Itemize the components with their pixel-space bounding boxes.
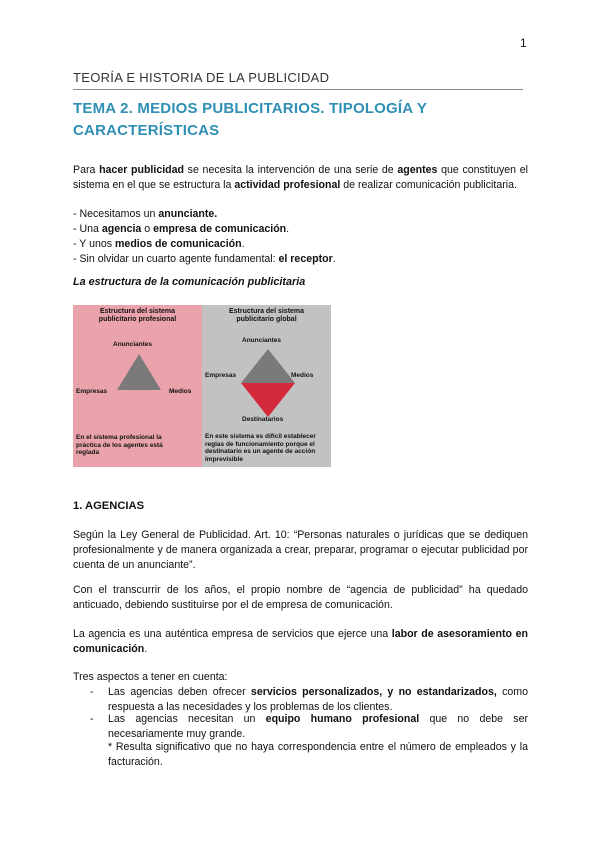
anunciantes-label: Anunciantes: [242, 337, 282, 344]
title-line-2: CARACTERÍSTICAS: [73, 122, 220, 139]
diamond-shape: [237, 347, 299, 419]
intro-text: Para: [73, 164, 100, 176]
bullet-mark: -: [90, 713, 94, 725]
empresas-label: Empresas: [76, 388, 108, 395]
intro-text: de realizar comunicación publicitaria.: [340, 179, 517, 191]
structure-figure: [73, 305, 331, 467]
document-header: TEORÍA E HISTORIA DE LA PUBLICIDAD: [73, 70, 523, 90]
professional-system-panel: [73, 305, 202, 467]
agent-list-item: - Sin olvidar un cuarto agente fundamental: el receptor.: [73, 253, 336, 265]
global-system-panel: [202, 305, 331, 467]
bullet-item: Las agencias deben ofrecer servicios personalizados, y no estandarizados, como respuesta a las necesidades y los problemas de los clientes.: [108, 686, 528, 713]
agent-list-item: - Una agencia o empresa de comunicación.: [73, 223, 290, 235]
panel-note: En el sistema profesional la práctica de los agentes está reglada: [76, 434, 163, 456]
agency-paragraph: La agencia es una auténtica empresa de servicios que ejerce una labor de asesoramiento en comunicación.: [73, 628, 528, 655]
intro-bold: hacer publicidad: [99, 164, 184, 176]
intro-text: se necesita la intervención de una serie de: [184, 164, 398, 176]
history-paragraph: Con el transcurrir de los años, el propio nombre de “agencia de publicidad” ha quedado anticuado, debiendo sustituirse por el de empresa de comunicación.: [73, 584, 528, 611]
destinatarios-label: Destinatarios: [242, 416, 284, 423]
panel-note: En este sistema es difícil establecer reglas de funcionamiento porque el destinatario es un agente de acción imprevisible: [205, 433, 316, 463]
title-line-1: TEMA 2. MEDIOS PUBLICITARIOS. TIPOLOGÍA Y: [73, 100, 428, 117]
bullet-mark: -: [90, 686, 94, 698]
law-paragraph: Según la Ley General de Publicidad. Art. 10: “Personas naturales o jurídicas que se dediquen profesionalmente y de manera organizada a crear, preparar, programar o ejecutar publicidad por cuenta de un anunciante”.: [73, 529, 528, 571]
agent-list-item: - Necesitamos un anunciante.: [73, 208, 218, 220]
intro-text: que constituyen el sistema en el que se estructura la: [73, 164, 529, 191]
bullet-item: Las agencias necesitan un equipo humano profesional que no debe ser necesariamente muy grande.: [108, 713, 529, 740]
intro-bold: actividad profesional: [234, 179, 341, 191]
figure-heading: La estructura de la comunicación publicitaria: [73, 276, 306, 288]
aspects-intro: Tres aspectos a tener en cuenta:: [73, 671, 228, 683]
intro-bold: agentes: [397, 164, 438, 176]
section-heading: 1. AGENCIAS: [73, 500, 145, 512]
bullet-note: * Resulta significativo que no haya correspondencia entre el número de empleados y la facturación.: [108, 741, 528, 768]
panel-title: Estructura del sistema publicitario global: [228, 308, 305, 323]
intro-paragraph: [73, 163, 528, 193]
agent-list-item: - Y unos medios de comunicación.: [73, 238, 245, 250]
page-number: 1: [520, 36, 527, 50]
anunciantes-label: Anunciantes: [113, 341, 153, 348]
medios-label: Medios: [169, 388, 192, 395]
empresas-label: Empresas: [205, 372, 237, 379]
page-title: [73, 98, 533, 142]
medios-label: Medios: [291, 372, 314, 379]
triangle-shape: [115, 352, 163, 392]
panel-title: Estructura del sistema publicitario profesional: [98, 308, 177, 323]
